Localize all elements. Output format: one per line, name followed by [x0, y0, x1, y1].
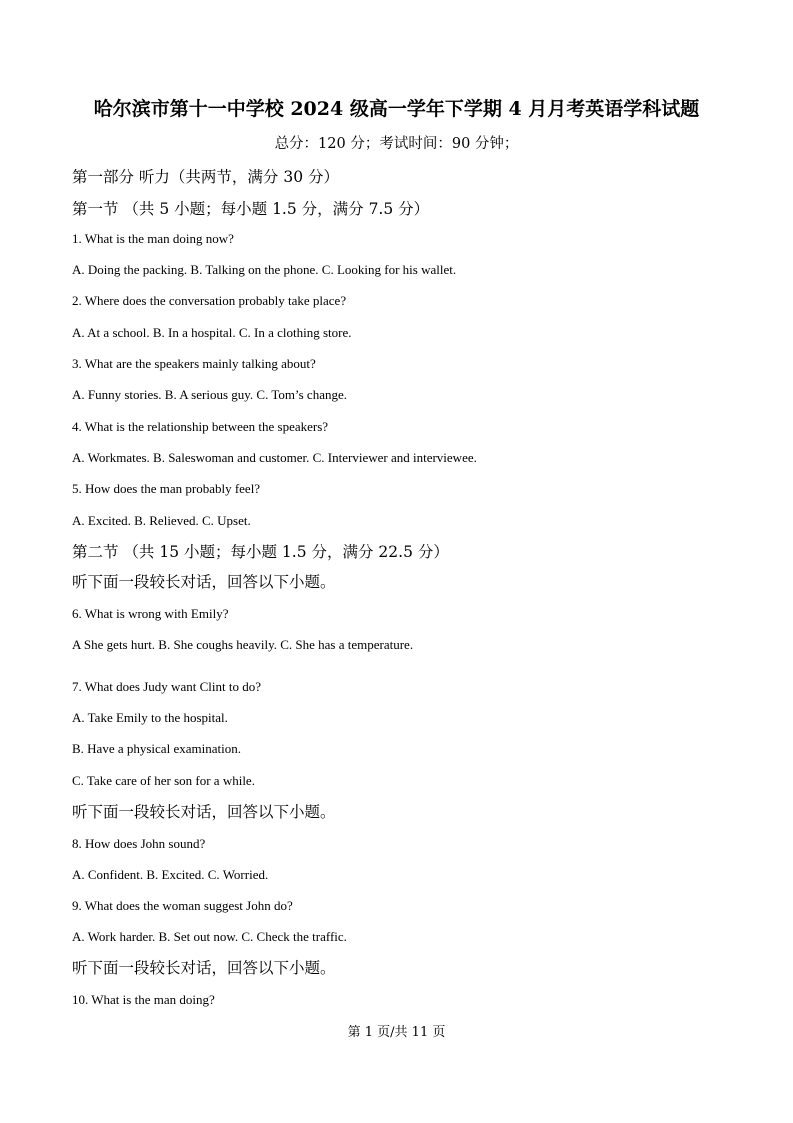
question-6-options: A She gets hurt. B. She coughs heavily. C. She has a temperature. — [72, 637, 414, 652]
question-9: 9. What does the woman suggest John do? — [72, 898, 293, 913]
question-3-options: A. Funny stories. B. A serious guy. C. Tom’s change. — [72, 387, 347, 402]
instruction: 听下面一段较长对话，回答以下小题。 — [72, 803, 336, 821]
exam-subtitle: 总分：120 分；考试时间：90 分钟； — [274, 136, 519, 152]
question-7-option-b: B. Have a physical examination. — [72, 741, 241, 756]
question-4: 4. What is the relationship between the speakers? — [72, 419, 329, 434]
instruction: 听下面一段较长对话，回答以下小题。 — [72, 573, 336, 591]
question-5-options: A. Excited. B. Relieved. C. Upset. — [72, 513, 251, 528]
instruction: 听下面一段较长对话，回答以下小题。 — [72, 959, 336, 977]
section-heading: 第二节 （共 15 小题；每小题 1.5 分，满分 22.5 分） — [72, 543, 449, 561]
question-6: 6. What is wrong with Emily? — [72, 606, 229, 621]
question-1: 1. What is the man doing now? — [72, 231, 234, 246]
question-7-option-c: C. Take care of her son for a while. — [72, 773, 255, 788]
question-2: 2. Where does the conversation probably take place? — [72, 293, 347, 308]
question-1-options: A. Doing the packing. B. Talking on the phone. C. Looking for his wallet. — [72, 262, 457, 277]
question-5: 5. How does the man probably feel? — [72, 481, 261, 496]
question-7: 7. What does Judy want Clint to do? — [72, 679, 261, 694]
question-7-option-a: A. Take Emily to the hospital. — [72, 710, 228, 725]
section-heading: 第一节 （共 5 小题；每小题 1.5 分，满分 7.5 分） — [72, 200, 430, 218]
question-3: 3. What are the speakers mainly talking about? — [72, 356, 316, 371]
question-9-options: A. Work harder. B. Set out now. C. Check the traffic. — [72, 929, 347, 944]
exam-title: 哈尔滨市第十一中学校 2024 级高一学年下学期 4 月月考英语学科试题 — [93, 98, 700, 120]
question-8-options: A. Confident. B. Excited. C. Worried. — [72, 867, 269, 882]
question-10: 10. What is the man doing? — [72, 992, 215, 1007]
part-heading: 第一部分 听力（共两节，满分 30 分） — [72, 168, 340, 186]
question-8: 8. How does John sound? — [72, 836, 206, 851]
question-4-options: A. Workmates. B. Saleswoman and customer. C. Interviewer and interviewee. — [72, 450, 477, 465]
page-footer: 第 1 页/共 11 页 — [347, 1025, 446, 1040]
question-2-options: A. At a school. B. In a hospital. C. In a clothing store. — [72, 325, 352, 340]
